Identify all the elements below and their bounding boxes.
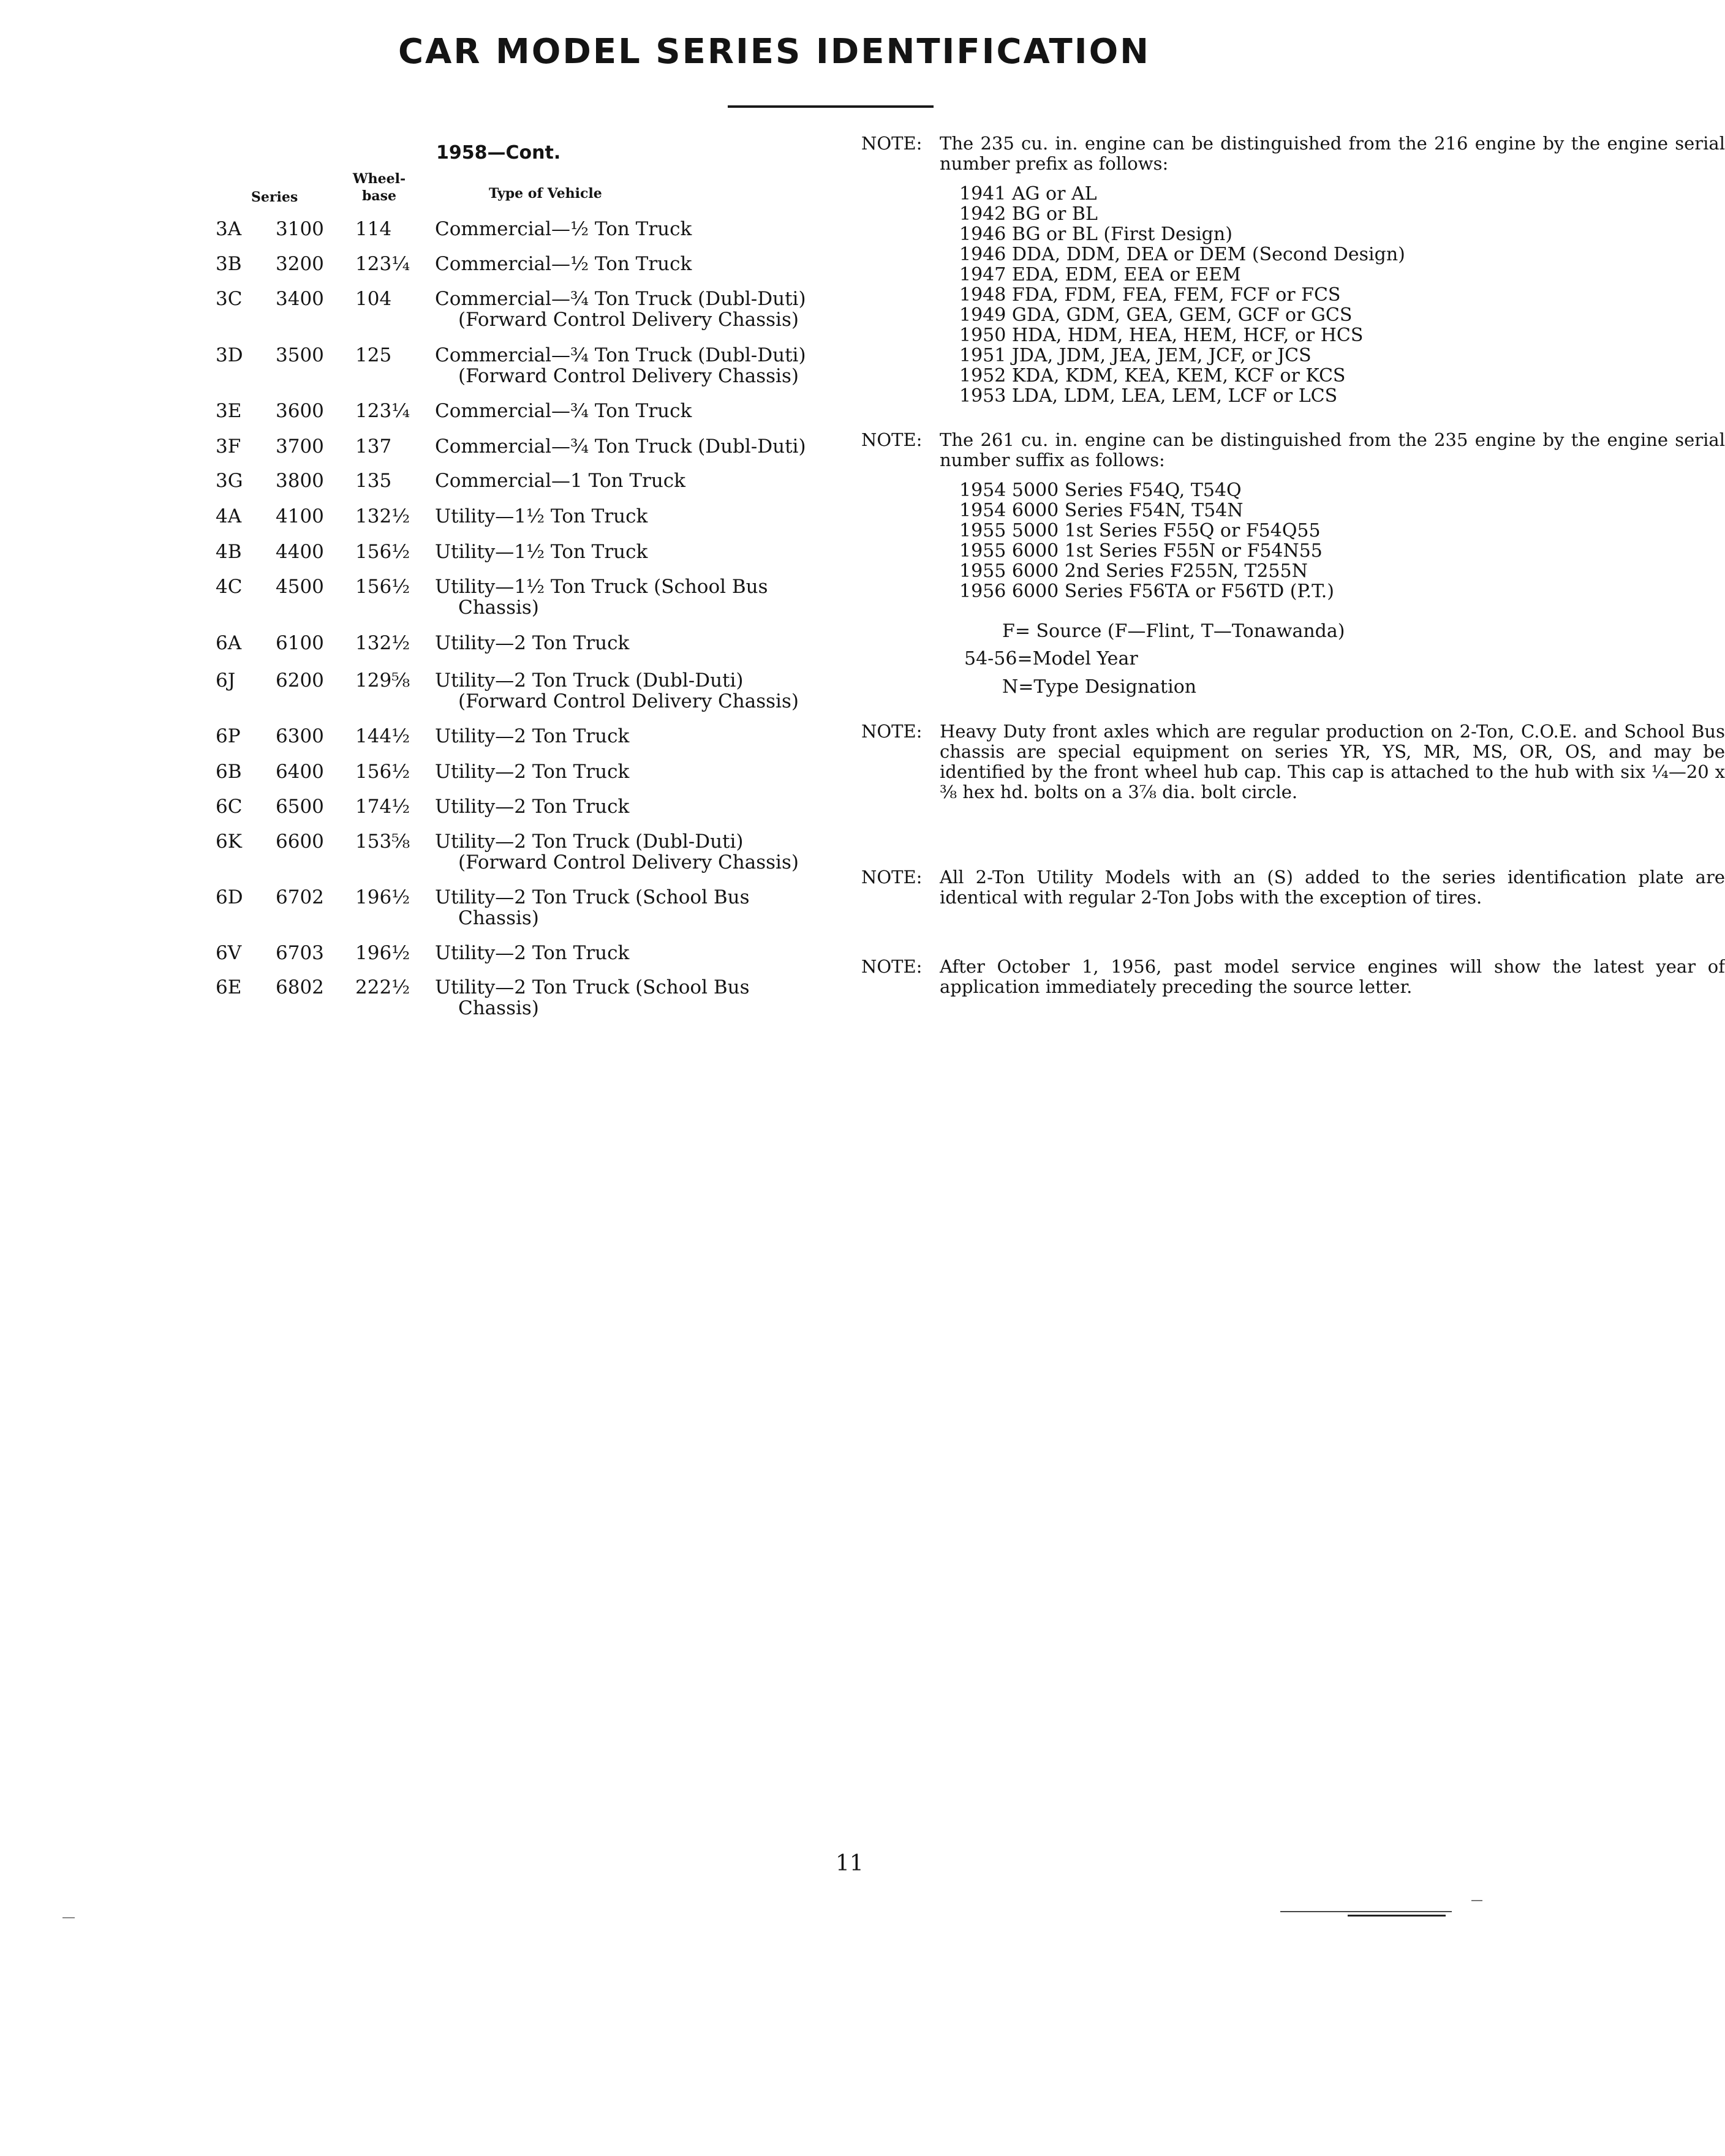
row-type: Utility—1½ Ton Truck [435,541,648,563]
row-series: 6802 [276,976,324,998]
list-item: 1942 BG or BL [959,203,1098,225]
row-code: 6C [216,796,243,818]
row-wheelbase: 156½ [355,761,410,783]
row-type-continuation: Chassis) [458,997,539,1019]
row-type: Commercial—¾ Ton Truck [435,400,692,422]
row-series: 3100 [276,218,324,240]
list-item: 1947 EDA, EDM, EEA or EEM [959,264,1241,285]
row-type-continuation: Chassis) [458,907,539,929]
page-title: CAR MODEL SERIES IDENTIFICATION [398,32,1151,72]
legend-source: F= Source (F—Flint, T—Tonawanda) [1002,620,1345,642]
row-code: 4C [216,576,243,598]
row-series: 3400 [276,288,324,310]
row-type-continuation: (Forward Control Delivery Chassis) [458,365,799,387]
row-wheelbase: 132½ [355,505,410,527]
row-type: Utility—2 Ton Truck [435,632,630,654]
column-header-type: Type of Vehicle [489,186,602,202]
column-header-wheelbase-line2: base [361,188,397,204]
row-series: 4100 [276,505,324,527]
row-type: Commercial—½ Ton Truck [435,253,692,275]
list-item: 1946 DDA, DDM, DEA or DEM (Second Design) [959,244,1405,265]
row-type: Utility—2 Ton Truck (School Bus [435,976,750,998]
row-type: Utility—2 Ton Truck (School Bus [435,886,750,908]
row-code: 3C [216,288,243,310]
row-code: 3D [216,344,243,366]
row-code: 6E [216,976,242,998]
list-item: 1955 6000 2nd Series F255N, T255N [959,560,1308,582]
row-wheelbase: 156½ [355,541,410,563]
list-item: 1955 6000 1st Series F55N or F54N55 [959,540,1323,562]
row-type-continuation: (Forward Control Delivery Chassis) [458,851,799,873]
note-text: The 261 cu. in. engine can be distinguished from the 235 engine by the engine serial number suffix as follows: [940,429,1725,470]
row-series: 6400 [276,761,324,783]
note-text: After October 1, 1956, past model service engines will show the latest year of application immediately preceding the source letter. [940,956,1725,997]
row-code: 6P [216,725,241,747]
row-type: Utility—2 Ton Truck (Dubl-Duti) [435,669,744,692]
note-label: NOTE: [861,721,923,742]
scan-artifact-line [1280,1911,1452,1912]
row-code: 6A [216,632,242,654]
row-series: 3700 [276,435,324,458]
row-wheelbase: 196½ [355,942,410,964]
row-code: 3B [216,253,242,275]
title-rule [728,105,934,108]
list-item: 1948 FDA, FDM, FEA, FEM, FCF or FCS [959,284,1341,306]
row-series: 6100 [276,632,324,654]
row-wheelbase: 104 [355,288,392,310]
engine-suffix-list [959,480,1334,601]
note-text: The 235 cu. in. engine can be distinguished from the 216 engine by the engine serial number prefix as follows: [940,133,1725,174]
row-type: Utility—1½ Ton Truck (School Bus [435,576,768,598]
row-type: Utility—2 Ton Truck [435,725,630,747]
list-item: 1951 JDA, JDM, JEA, JEM, JCF, or JCS [959,345,1312,366]
row-series: 3600 [276,400,324,422]
row-wheelbase: 132½ [355,632,410,654]
row-code: 4A [216,505,242,527]
row-type: Utility—2 Ton Truck [435,796,630,818]
row-type: Utility—2 Ton Truck [435,942,630,964]
row-code: 6B [216,761,242,783]
row-series: 6300 [276,725,324,747]
row-series: 6600 [276,831,324,853]
list-item: 1956 6000 Series F56TA or F56TD (P.T.) [959,581,1334,602]
row-wheelbase: 222½ [355,976,410,998]
list-item: 1954 6000 Series F54N, T54N [959,500,1244,521]
note-label: NOTE: [861,956,923,977]
row-code: 6D [216,886,243,908]
row-series: 3500 [276,344,324,366]
row-series: 6500 [276,796,324,818]
row-code: 4B [216,541,242,563]
row-wheelbase: 135 [355,470,392,492]
row-wheelbase: 156½ [355,576,410,598]
note-text: Heavy Duty front axles which are regular production on 2-Ton, C.O.E. and School Bus chassis are special equipment on series YR, YS, MR, MS, OR, OS, and may be identified by the front wheel hub cap. This cap is attached to the hub with six ¼—20 x ⅜ hex hd. bolts on a 3⅞ dia. bolt circle. [940,721,1725,802]
row-type-continuation: (Forward Control Delivery Chassis) [458,690,799,712]
scan-artifact-line [1348,1915,1446,1917]
row-wheelbase: 153⅝ [355,831,410,853]
row-series: 4500 [276,576,324,598]
row-type: Utility—1½ Ton Truck [435,505,648,527]
row-wheelbase: 174½ [355,796,410,818]
list-item: 1953 LDA, LDM, LEA, LEM, LCF or LCS [959,385,1338,407]
row-series: 3200 [276,253,324,275]
column-header-series: Series [251,189,298,205]
note-label: NOTE: [861,867,923,888]
row-wheelbase: 123¼ [355,400,410,422]
page-number: 11 [836,1851,864,1876]
row-wheelbase: 123¼ [355,253,410,275]
row-type: Commercial—1 Ton Truck [435,470,685,492]
row-code: 3E [216,400,242,422]
legend-model-year: 54-56=Model Year [964,648,1138,669]
row-type: Commercial—¾ Ton Truck (Dubl-Duti) [435,288,806,310]
row-type-continuation: (Forward Control Delivery Chassis) [458,309,799,331]
scan-artifact-dash [62,1917,75,1918]
list-item: 1952 KDA, KDM, KEA, KEM, KCF or KCS [959,365,1346,386]
note-label: NOTE: [861,133,923,154]
year-heading: 1958—Cont. [436,142,561,164]
row-series: 6702 [276,886,324,908]
row-wheelbase: 137 [355,435,392,458]
row-series: 6200 [276,669,324,692]
note-label: NOTE: [861,429,923,450]
row-series: 3800 [276,470,324,492]
column-header-wheelbase-line1: Wheel- [352,171,406,187]
list-item: 1950 HDA, HDM, HEA, HEM, HCF, or HCS [959,325,1364,346]
row-type-continuation: Chassis) [458,597,539,619]
scan-artifact-dash [1471,1900,1482,1901]
row-code: 3A [216,218,242,240]
row-type: Utility—2 Ton Truck (Dubl-Duti) [435,831,744,853]
list-item: 1946 BG or BL (First Design) [959,224,1232,245]
row-series: 6703 [276,942,324,964]
legend-type-designation: N=Type Designation [1002,676,1197,698]
row-wheelbase: 129⅝ [355,669,410,692]
list-item: 1949 GDA, GDM, GEA, GEM, GCF or GCS [959,304,1353,326]
list-item: 1955 5000 1st Series F55Q or F54Q55 [959,520,1321,541]
row-wheelbase: 196½ [355,886,410,908]
engine-prefix-list [959,184,1405,406]
row-type: Commercial—¾ Ton Truck (Dubl-Duti) [435,344,806,366]
row-type: Commercial—½ Ton Truck [435,218,692,240]
list-item: 1954 5000 Series F54Q, T54Q [959,480,1242,501]
row-type: Commercial—¾ Ton Truck (Dubl-Duti) [435,435,806,458]
row-code: 6K [216,831,242,853]
note-text: All 2-Ton Utility Models with an (S) added to the series identification plate are identical with regular 2-Ton Jobs with the exception of tires. [940,867,1725,908]
row-wheelbase: 125 [355,344,392,366]
row-type: Utility—2 Ton Truck [435,761,630,783]
row-wheelbase: 114 [355,218,392,240]
column-header-wheelbase [343,170,415,205]
row-wheelbase: 144½ [355,725,410,747]
row-code: 6V [216,942,242,964]
row-code: 6J [216,669,236,692]
row-code: 3F [216,435,241,458]
row-series: 4400 [276,541,324,563]
list-item: 1941 AG or AL [959,183,1097,205]
row-code: 3G [216,470,243,492]
